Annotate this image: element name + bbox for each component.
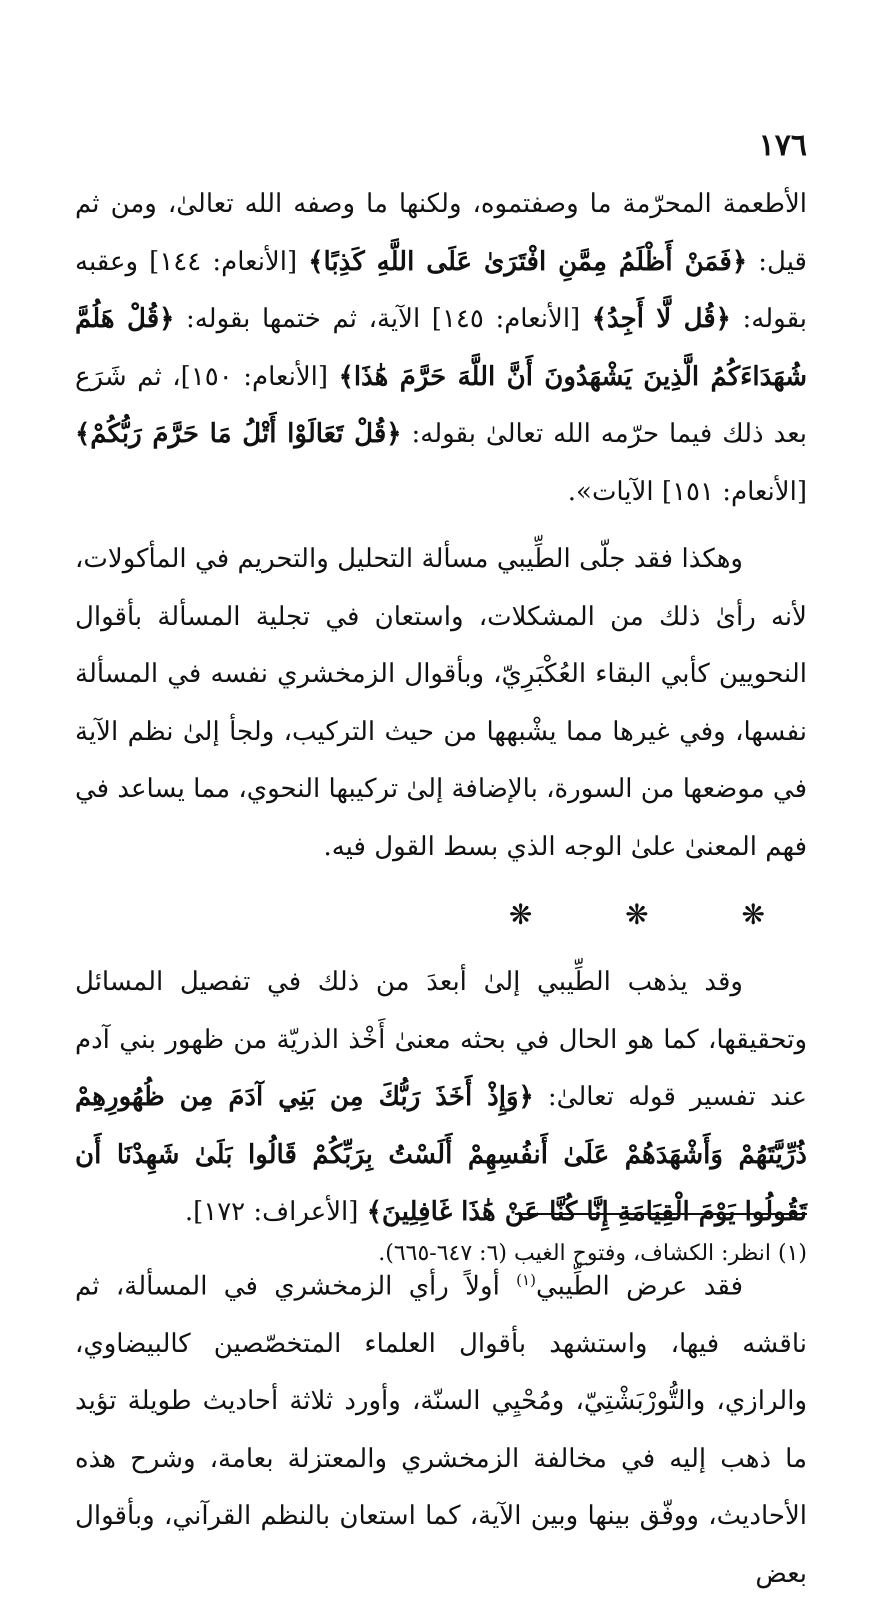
text-run: فقد عرض الطِّيبي — [536, 1271, 743, 1301]
footnote: (١) انظر: الكشاف، وفتوح الغيب (٦: ٦٤٧-٦٦٥). — [75, 1238, 807, 1270]
quran-verse: ﴿قُلْ هَلُمَّ شُهَدَاءَكُمُ الَّذِينَ يَشْهَدُونَ أَنَّ اللَّهَ حَرَّمَ هَٰذَا﴾ — [75, 304, 807, 392]
text-run: [الأنعام: ١٤٤] وعقبه بقوله: — [75, 247, 807, 335]
paragraph-2: وهكذا فقد جلّى الطِّيبي مسألة التحليل والتحريم في المأكولات، لأنه رأىٰ ذلك من المشكلات، واستعان في تجلية المسألة بأقوال النحويين كأبي البقاء العُكْبَرِيّ، وبأقوال الزمخشري نفسه في المسألة نفسها، وفي غيرها مما يشْبهها من حيث التركيب، ولجأ إلىٰ نظم الآية في موضعها من السورة، بالإضافة إلىٰ تركيبها النحوي، مما يساعد في فهم المعنىٰ علىٰ الوجه الذي بسط القول فيه. — [75, 531, 807, 876]
text-run: [الأنعام: ١٥١] الآيات». — [568, 477, 807, 507]
body-text — [75, 176, 807, 1603]
paragraph-1 — [75, 176, 807, 521]
text-run: الأطعمة المحرّمة ما وصفتموه، ولكنها ما وصفه الله تعالىٰ، ومن ثم قيل: — [75, 189, 807, 277]
page-number: ١٧٦ — [759, 128, 807, 163]
paragraph-4 — [75, 1252, 807, 1603]
quran-verse: ﴿وَإِذْ أَخَذَ رَبُّكَ مِن بَنِي آدَمَ مِن ظُهُورِهِمْ ذُرِّيَّتَهُمْ وَأَشْهَدَهُمْ عَلَىٰ أَنفُسِهِمْ أَلَسْتُ بِرَبِّكُمْ قَالُوا بَلَىٰ شَهِدْنَا أَن تَقُولُوا يَوْمَ الْقِيَامَةِ إِنَّا كُنَّا عَنْ هَٰذَا غَافِلِينَ﴾ — [75, 1082, 807, 1227]
quran-verse: ﴿فَمَنْ أَظْلَمُ مِمَّنِ افْتَرَىٰ عَلَى اللَّهِ كَذِبًا﴾ — [308, 247, 747, 277]
footnote-reference: (١) — [516, 1271, 536, 1289]
quran-verse: ﴿قُلْ تَعَالَوْا أَتْلُ مَا حَرَّمَ رَبُّكُمْ﴾ — [75, 419, 402, 449]
paragraph-3 — [75, 954, 807, 1242]
quran-verse: ﴿قُل لَّا أَجِدُ﴾ — [592, 304, 731, 334]
text-run: أولاً رأي الزمخشري في المسألة، ثم ناقشه فيها، واستشهد بأقوال العلماء المتخصّصين كالبيضاوي، والرازي، والتُّورْبَشْتِيّ، ومُحْيِي السنّة، وأورد ثلاثة أحاديث طويلة تؤيد ما ذهب إليه في مخالفة الزمخشري والمعتزلة بعامة، وشرح هذه الأحاديث، ووفّق بينها وبين الآية، كما استعان بالنظم القرآني، وبأقوال بعض — [75, 1271, 807, 1589]
text-run: [الأنعام: ١٥٠]، ثم شَرَع بعد ذلك فيما حرّمه الله تعالىٰ بقوله: — [75, 362, 807, 450]
text-run: وقد يذهب الطِّيبي إلىٰ أبعدَ من ذلك في تفصيل المسائل وتحقيقها، كما هو الحال في بحثه معنىٰ أَخْذ الذريّة من ظهور بني آدم عند تفسير قوله تعالىٰ: — [75, 967, 807, 1112]
text-run: [الأنعام: ١٤٥] الآية، ثم ختمها بقوله: — [174, 304, 591, 334]
section-separator: ❋ ❋ ❋ — [75, 890, 807, 940]
footnote-divider — [515, 1213, 807, 1215]
text-run: [الأعراف: ١٧٢]. — [185, 1197, 367, 1227]
